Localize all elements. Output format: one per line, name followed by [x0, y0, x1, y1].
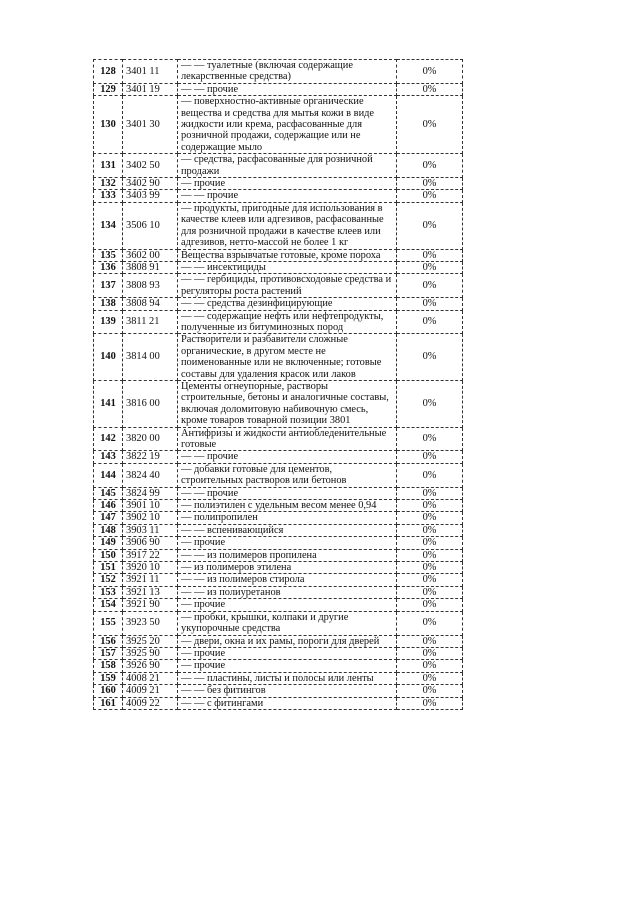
- tariff-code: 3808 91: [123, 261, 178, 273]
- table-row: [94, 611, 463, 635]
- tariff-code: 3906 90: [123, 537, 178, 549]
- duty-rate: 0%: [397, 685, 463, 697]
- row-number: 129: [94, 83, 123, 95]
- duty-rate: 0%: [397, 611, 463, 635]
- goods-description: — — из полимеров пропилена: [178, 549, 397, 561]
- document-page: [93, 59, 462, 710]
- duty-rate: 0%: [397, 697, 463, 709]
- row-number: 138: [94, 298, 123, 310]
- row-number: 143: [94, 451, 123, 463]
- goods-description: — — инсектициды: [178, 261, 397, 273]
- row-number: 141: [94, 380, 123, 427]
- row-number: 137: [94, 274, 123, 298]
- duty-rate: 0%: [397, 487, 463, 499]
- duty-rate: 0%: [397, 463, 463, 487]
- duty-rate: 0%: [397, 549, 463, 561]
- table-row: [94, 660, 463, 672]
- duty-rate: 0%: [397, 647, 463, 659]
- table-body: [94, 60, 463, 710]
- goods-description: — средства, расфасованные для розничной продажи: [178, 154, 397, 178]
- duty-rate: 0%: [397, 524, 463, 536]
- tariff-code: 3925 20: [123, 635, 178, 647]
- duty-rate: 0%: [397, 298, 463, 310]
- row-number: 136: [94, 261, 123, 273]
- tariff-code: 3920 10: [123, 562, 178, 574]
- tariff-code: 3401 30: [123, 96, 178, 154]
- table-row: [94, 487, 463, 499]
- row-number: 161: [94, 697, 123, 709]
- duty-rate: 0%: [397, 83, 463, 95]
- goods-description: — — туалетные (включая содержащие лекарственные средства): [178, 60, 397, 84]
- goods-description: Антифризы и жидкости антиобледенительные готовые: [178, 427, 397, 451]
- tariff-code: 3921 90: [123, 599, 178, 611]
- row-number: 148: [94, 524, 123, 536]
- goods-description: — — гербициды, противовсходовые средства и регуляторы роста растений: [178, 274, 397, 298]
- table-row: [94, 647, 463, 659]
- tariff-code: 3602 00: [123, 249, 178, 261]
- goods-description: — добавки готовые для цементов, строительных растворов или бетонов: [178, 463, 397, 487]
- duty-rate: 0%: [397, 427, 463, 451]
- goods-description: — прочие: [178, 599, 397, 611]
- goods-description: — полиэтилен с удельным весом менее 0,94: [178, 500, 397, 512]
- duty-rate: 0%: [397, 380, 463, 427]
- row-number: 159: [94, 672, 123, 684]
- row-number: 144: [94, 463, 123, 487]
- table-row: [94, 463, 463, 487]
- table-row: [94, 562, 463, 574]
- tariff-code: 3506 10: [123, 202, 178, 249]
- row-number: 157: [94, 647, 123, 659]
- tariff-table: [93, 59, 463, 710]
- table-row: [94, 524, 463, 536]
- tariff-code: 3921 13: [123, 586, 178, 598]
- row-number: 150: [94, 549, 123, 561]
- table-row: [94, 202, 463, 249]
- duty-rate: 0%: [397, 562, 463, 574]
- table-row: [94, 249, 463, 261]
- goods-description: — — содержащие нефть или нефтепродукты, полученные из битуминозных пород: [178, 310, 397, 334]
- table-row: [94, 537, 463, 549]
- table-row: [94, 549, 463, 561]
- goods-description: — пробки, крышки, колпаки и другие укупорочные средства: [178, 611, 397, 635]
- row-number: 154: [94, 599, 123, 611]
- duty-rate: 0%: [397, 635, 463, 647]
- tariff-code: 3917 22: [123, 549, 178, 561]
- goods-description: — поверхностно-активные органические вещества и средства для мытья кожи в виде жидкости или крема, расфасованные для розничной продажи, содержащие или не содержащие мыло: [178, 96, 397, 154]
- row-number: 134: [94, 202, 123, 249]
- goods-description: — прочие: [178, 178, 397, 190]
- row-number: 153: [94, 586, 123, 598]
- goods-description: Растворители и разбавители сложные органические, в другом месте не поименованные или не включенные; готовые составы для удаления красок или лаков: [178, 334, 397, 381]
- tariff-code: 3401 19: [123, 83, 178, 95]
- duty-rate: 0%: [397, 274, 463, 298]
- tariff-code: 3402 90: [123, 178, 178, 190]
- table-row: [94, 334, 463, 381]
- goods-description: — — с фитингами: [178, 697, 397, 709]
- duty-rate: 0%: [397, 537, 463, 549]
- row-number: 149: [94, 537, 123, 549]
- goods-description: — — прочие: [178, 487, 397, 499]
- table-row: [94, 685, 463, 697]
- table-row: [94, 672, 463, 684]
- tariff-code: 3923 50: [123, 611, 178, 635]
- goods-description: — из полимеров этилена: [178, 562, 397, 574]
- row-number: 132: [94, 178, 123, 190]
- table-row: [94, 96, 463, 154]
- goods-description: — — средства дезинфицирующие: [178, 298, 397, 310]
- duty-rate: 0%: [397, 96, 463, 154]
- table-row: [94, 574, 463, 586]
- goods-description: — — пластины, листы и полосы или ленты: [178, 672, 397, 684]
- table-row: [94, 380, 463, 427]
- tariff-code: 3903 11: [123, 524, 178, 536]
- tariff-code: 3401 11: [123, 60, 178, 84]
- table-row: [94, 298, 463, 310]
- tariff-code: 3822 19: [123, 451, 178, 463]
- goods-description: — — из полиуретанов: [178, 586, 397, 598]
- tariff-code: 3824 99: [123, 487, 178, 499]
- table-row: [94, 261, 463, 273]
- duty-rate: 0%: [397, 60, 463, 84]
- tariff-code: 3901 10: [123, 500, 178, 512]
- goods-description: — продукты, пригодные для использования в качестве клеев или адгезивов, расфасованные для розничной продажи в качестве клеев или адгезивов, нетто-массой не более 1 кг: [178, 202, 397, 249]
- table-row: [94, 190, 463, 202]
- table-row: [94, 83, 463, 95]
- tariff-code: 4009 22: [123, 697, 178, 709]
- row-number: 156: [94, 635, 123, 647]
- duty-rate: 0%: [397, 599, 463, 611]
- tariff-code: 3824 40: [123, 463, 178, 487]
- row-number: 146: [94, 500, 123, 512]
- row-number: 131: [94, 154, 123, 178]
- row-number: 142: [94, 427, 123, 451]
- tariff-code: 3816 00: [123, 380, 178, 427]
- duty-rate: 0%: [397, 310, 463, 334]
- row-number: 147: [94, 512, 123, 524]
- tariff-code: 3402 50: [123, 154, 178, 178]
- goods-description: — прочие: [178, 660, 397, 672]
- row-number: 145: [94, 487, 123, 499]
- duty-rate: 0%: [397, 660, 463, 672]
- tariff-code: 3403 99: [123, 190, 178, 202]
- duty-rate: 0%: [397, 672, 463, 684]
- row-number: 160: [94, 685, 123, 697]
- goods-description: — прочие: [178, 537, 397, 549]
- table-row: [94, 635, 463, 647]
- tariff-code: 3902 10: [123, 512, 178, 524]
- goods-description: — — прочие: [178, 83, 397, 95]
- table-row: [94, 586, 463, 598]
- tariff-code: 3814 00: [123, 334, 178, 381]
- goods-description: Вещества взрывчатые готовые, кроме пороха: [178, 249, 397, 261]
- duty-rate: 0%: [397, 190, 463, 202]
- row-number: 152: [94, 574, 123, 586]
- duty-rate: 0%: [397, 574, 463, 586]
- table-row: [94, 310, 463, 334]
- duty-rate: 0%: [397, 334, 463, 381]
- goods-description: Цементы огнеупорные, растворы строительные, бетоны и аналогичные составы, включая доломитовую набивочную смесь, кроме товаров товарной позиции 3801: [178, 380, 397, 427]
- tariff-code: 3921 11: [123, 574, 178, 586]
- duty-rate: 0%: [397, 586, 463, 598]
- tariff-code: 3811 21: [123, 310, 178, 334]
- goods-description: — — из полимеров стирола: [178, 574, 397, 586]
- table-row: [94, 154, 463, 178]
- row-number: 140: [94, 334, 123, 381]
- row-number: 139: [94, 310, 123, 334]
- duty-rate: 0%: [397, 261, 463, 273]
- table-row: [94, 274, 463, 298]
- goods-description: — — прочие: [178, 451, 397, 463]
- duty-rate: 0%: [397, 154, 463, 178]
- tariff-code: 3808 93: [123, 274, 178, 298]
- table-row: [94, 60, 463, 84]
- duty-rate: 0%: [397, 249, 463, 261]
- tariff-code: 3925 90: [123, 647, 178, 659]
- table-row: [94, 599, 463, 611]
- table-row: [94, 178, 463, 190]
- goods-description: — полипропилен: [178, 512, 397, 524]
- tariff-code: 3820 00: [123, 427, 178, 451]
- duty-rate: 0%: [397, 178, 463, 190]
- row-number: 133: [94, 190, 123, 202]
- goods-description: — — вспенивающийся: [178, 524, 397, 536]
- duty-rate: 0%: [397, 451, 463, 463]
- tariff-code: 3926 90: [123, 660, 178, 672]
- goods-description: — прочие: [178, 647, 397, 659]
- tariff-code: 3808 94: [123, 298, 178, 310]
- table-row: [94, 427, 463, 451]
- row-number: 128: [94, 60, 123, 84]
- row-number: 135: [94, 249, 123, 261]
- table-row: [94, 512, 463, 524]
- table-row: [94, 451, 463, 463]
- table-row: [94, 500, 463, 512]
- duty-rate: 0%: [397, 500, 463, 512]
- tariff-code: 4008 21: [123, 672, 178, 684]
- row-number: 158: [94, 660, 123, 672]
- row-number: 130: [94, 96, 123, 154]
- tariff-code: 4009 21: [123, 685, 178, 697]
- duty-rate: 0%: [397, 202, 463, 249]
- row-number: 151: [94, 562, 123, 574]
- goods-description: — — без фитингов: [178, 685, 397, 697]
- row-number: 155: [94, 611, 123, 635]
- goods-description: — — прочие: [178, 190, 397, 202]
- table-row: [94, 697, 463, 709]
- goods-description: — двери, окна и их рамы, пороги для дверей: [178, 635, 397, 647]
- duty-rate: 0%: [397, 512, 463, 524]
